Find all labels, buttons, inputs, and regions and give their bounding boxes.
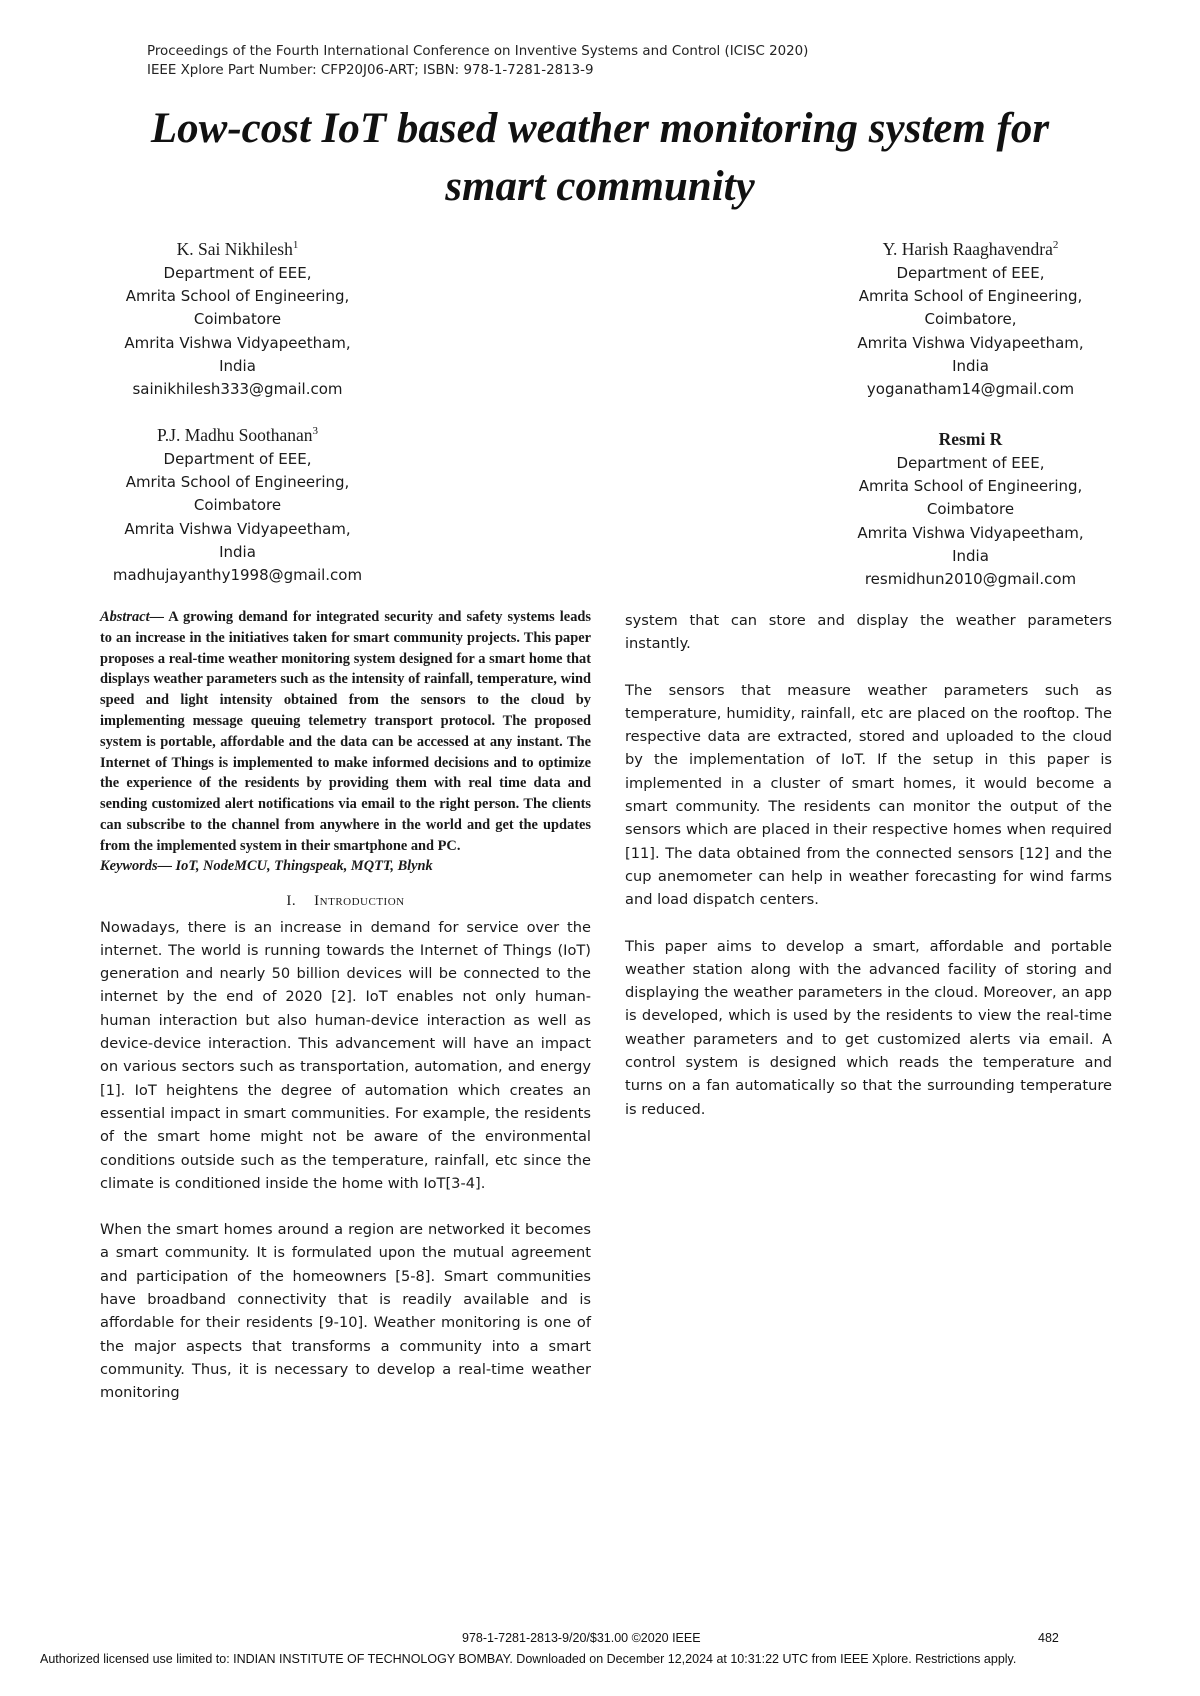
author-name: Resmi R bbox=[938, 428, 1003, 449]
author-name: P.J. Madhu Soothanan$^3$ bbox=[156, 424, 319, 445]
paragraph: This paper aims to develop a smart, affordable and portable weather station along with the advanced facility of storing and displaying the weather parameters in the cloud. Moreover, an app is developed, which is used by the residents to view the real-time weather parameters and to get customized alerts via email. A control system is designed which reads the temperature and turns on a fan automatically so that the surrounding temperature is reduced. bbox=[625, 937, 1112, 1118]
section-title: Introduction bbox=[314, 892, 405, 909]
author-dept: Department of EEE, bbox=[896, 453, 1045, 472]
license-notice: Authorized licensed use limited to: INDIAN INSTITUTE OF TECHNOLOGY BOMBAY. Downloaded on December 12,2024 at 10:31:22 UTC from IEEE Xplore. Restrictions apply. bbox=[40, 1652, 1017, 1666]
author-school: Amrita School of Engineering, bbox=[125, 287, 350, 306]
abstract-lead: Abstract— bbox=[100, 609, 164, 625]
conference-header bbox=[147, 42, 808, 80]
paragraph: When the smart homes around a region are networked it becomes a smart community. It is formulated upon the mutual agreement and participation of the homeowners [5-8]. Smart communities have broadband connectivity that is readily available and is affordable for their residents [9-10]. Weather monitoring is one of the major aspects that transforms a community into a smart community. Thus, it is necessary to develop a real-time weather monitoring bbox=[100, 1221, 591, 1402]
author-dept: Department of EEE, bbox=[163, 263, 312, 282]
author-email[interactable]: resmidhun2010@gmail.com bbox=[864, 570, 1077, 589]
author-country: India bbox=[219, 357, 256, 376]
author-school: Amrita School of Engineering, bbox=[125, 473, 350, 492]
author-country: India bbox=[952, 547, 989, 566]
right-column bbox=[625, 609, 1112, 1121]
copyright-line: 978-1-7281-2813-9/20/$31.00 ©2020 IEEE bbox=[462, 1631, 701, 1645]
author-univ: Amrita Vishwa Vidyapeetham, bbox=[124, 519, 351, 538]
title-line-1: Low-cost IoT based weather monitoring system for bbox=[150, 105, 1050, 152]
author-email[interactable]: madhujayanthy1998@gmail.com bbox=[112, 566, 363, 585]
author-name: Y. Harish Raaghavendra$^2$ bbox=[882, 238, 1059, 259]
section-number: I. bbox=[286, 892, 297, 909]
header-line-2: IEEE Xplore Part Number: CFP20J06-ART; ISBN: 978-1-7281-2813-9 bbox=[147, 63, 594, 78]
keywords: Keywords— IoT, NodeMCU, Thingspeak, MQTT, Blynk bbox=[100, 857, 433, 874]
author-univ: Amrita Vishwa Vidyapeetham, bbox=[857, 333, 1084, 352]
author-school: Amrita School of Engineering, bbox=[858, 477, 1083, 496]
paragraph: The sensors that measure weather parameters such as temperature, humidity, rainfall, etc are placed on the rooftop. The respective data are extracted, stored and uploaded to the cloud by the implementation of IoT. If the setup in this paper is implemented in a cluster of smart homes, it would become a smart community. The residents can monitor the output of the sensors which are placed in their respective homes when required [11]. The data obtained from the connected sensors [12] and the cup anemometer can help in weather forecasting for wind farms and load dispatch centers. bbox=[625, 681, 1112, 909]
author-dept: Department of EEE, bbox=[163, 449, 312, 468]
author-city: Coimbatore bbox=[193, 310, 282, 329]
author-name: K. Sai Nikhilesh$^1$ bbox=[176, 238, 299, 259]
paragraph: system that can store and display the weather parameters instantly. bbox=[625, 612, 1112, 653]
title-line-2: smart community bbox=[445, 163, 755, 210]
author-city: Coimbatore bbox=[926, 500, 1015, 519]
page-number: 482 bbox=[1038, 1631, 1059, 1645]
author-email[interactable]: yoganatham14@gmail.com bbox=[866, 380, 1075, 399]
header-line-1: Proceedings of the Fourth International Conference on Inventive Systems and Control (ICISC 2020) bbox=[147, 44, 809, 59]
author-block-4 bbox=[828, 422, 1113, 592]
left-column bbox=[100, 607, 591, 1405]
paragraph: Nowadays, there is an increase in demand for service over the internet. The world is running towards the Internet of Things (IoT) generation and nearly 50 billion devices will be connected to the internet by the end of 2020 [2]. IoT enables not only human-human interaction but also human-device interaction as well as device-device interaction. This advancement will have an impact on various sectors such as transportation, automation, and energy [1]. IoT heightens the degree of automation which creates an essential impact in smart communities. For example, the residents of the smart home might not be aware of the environmental conditions outside such as the temperature, rainfall, etc since the climate is conditioned inside the home with IoT[3-4]. bbox=[100, 918, 591, 1192]
abstract-body: A growing demand for integrated security and safety systems leads to an increase in the initiatives taken for smart community projects. This paper proposes a real-time weather monitoring system designed for a smart home that displays weather parameters such as the intensity of rainfall, temperature, wind speed and light intensity obtained from the sensors to the cloud by implementing message queuing telemetry transport protocol. The proposed system is portable, affordable and the data can be accessed at any instant. The Internet of Things is implemented to make informed decisions and to optimize the experience of the residents by providing them with real time data and sending customized alert notifications via email to the right person. The clients can subscribe to the channel from anywhere in the world and get the updates from the implemented system in their smartphone and PC. bbox=[100, 609, 591, 854]
author-country: India bbox=[952, 357, 989, 376]
author-block-3 bbox=[95, 418, 380, 588]
abstract bbox=[100, 607, 591, 857]
author-univ: Amrita Vishwa Vidyapeetham, bbox=[857, 523, 1084, 542]
paper-title bbox=[60, 100, 1140, 216]
author-block-2 bbox=[828, 232, 1113, 402]
author-school: Amrita School of Engineering, bbox=[858, 287, 1083, 306]
section-heading-introduction bbox=[100, 893, 591, 910]
author-city: Coimbatore, bbox=[924, 310, 1017, 329]
author-univ: Amrita Vishwa Vidyapeetham, bbox=[124, 333, 351, 352]
author-block-1 bbox=[95, 232, 380, 402]
author-city: Coimbatore bbox=[193, 496, 282, 515]
author-email[interactable]: sainikhilesh333@gmail.com bbox=[132, 380, 343, 399]
author-country: India bbox=[219, 543, 256, 562]
author-dept: Department of EEE, bbox=[896, 263, 1045, 282]
